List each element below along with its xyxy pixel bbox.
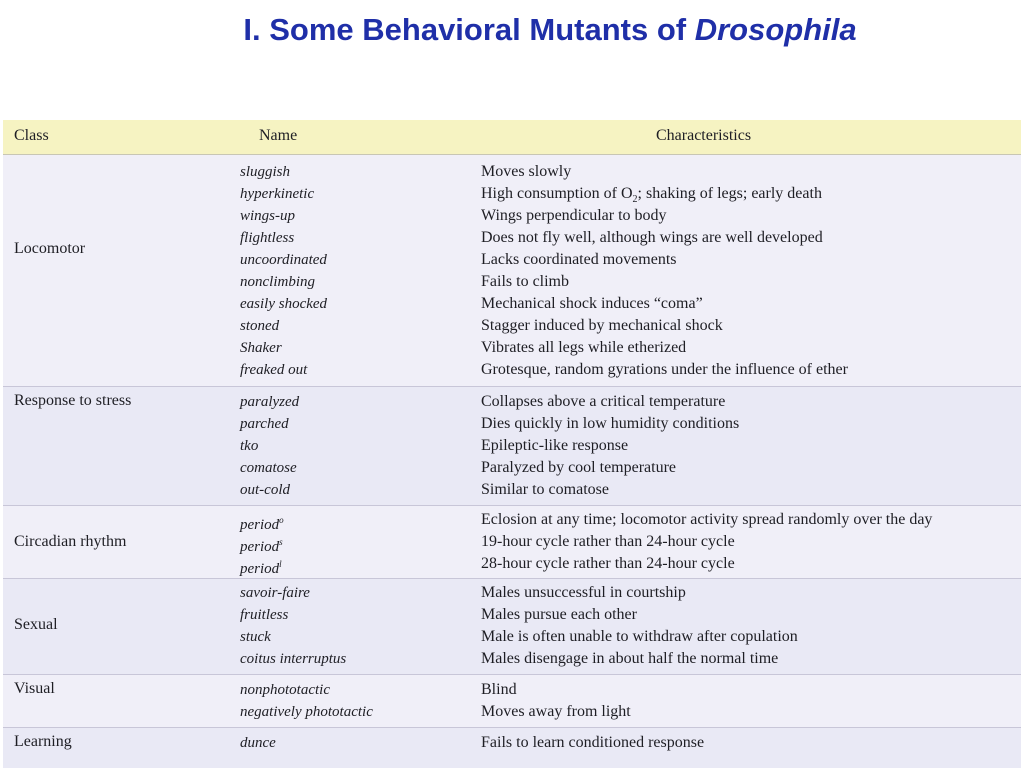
mutant-name: uncoordinated <box>240 252 327 268</box>
table-group-circadian-rhythm <box>3 506 1021 579</box>
mutant-characteristics: Eclosion at any time; locomotor activity spread randomly over the day <box>481 511 933 528</box>
mutant-name: coitus interruptus <box>240 651 347 667</box>
class-label: Learning <box>14 733 72 750</box>
mutant-name: paralyzed <box>240 394 300 410</box>
mutant-characteristics: Grotesque, random gyrations under the influence of ether <box>481 361 848 378</box>
table-group-response-to-stress <box>3 387 1021 506</box>
mutant-name: fruitless <box>240 607 289 623</box>
mutant-name: tko <box>240 438 259 454</box>
class-label: Visual <box>14 680 55 697</box>
mutant-characteristics: Fails to learn conditioned response <box>481 734 705 751</box>
class-label: Locomotor <box>14 240 86 257</box>
mutant-characteristics: High consumption of $O_2$; shaking of legs; early death <box>481 185 822 206</box>
mutant-characteristics: Male is often unable to withdraw after copulation <box>481 628 798 645</box>
mutant-characteristics: 19-hour cycle rather than 24-hour cycle <box>481 533 735 550</box>
mutant-name: flightless <box>240 230 295 246</box>
mutant-name: nonphototactic <box>240 682 330 698</box>
table-group-visual <box>3 675 1021 728</box>
mutant-characteristics: Epileptic-like response <box>481 437 629 454</box>
mutant-characteristics: Mechanical shock induces “coma” <box>481 295 703 312</box>
mutant-name: stuck <box>240 629 271 645</box>
mutant-name: easily shocked <box>240 296 328 312</box>
mutant-name: stoned <box>240 318 280 334</box>
behavioral-mutants-table <box>3 120 1021 768</box>
mutant-characteristics: Moves away from light <box>481 703 631 720</box>
mutant-name: parched <box>240 416 289 432</box>
mutant-name: nonclimbing <box>240 274 315 290</box>
table-group-sexual <box>3 579 1021 675</box>
mutant-name: freaked out <box>240 362 308 378</box>
mutant-characteristics: Males pursue each other <box>481 606 637 623</box>
header-name: Name <box>259 127 298 144</box>
mutant-characteristics: Moves slowly <box>481 163 572 180</box>
class-label: Response to stress <box>14 392 132 409</box>
title-italic-text: Drosophila <box>694 12 857 47</box>
table-group-learning <box>3 728 1021 768</box>
mutant-characteristics: Males unsuccessful in courtship <box>481 584 686 601</box>
title-text: I. Some Behavioral Mutants of <box>243 12 695 47</box>
mutant-name: out-cold <box>240 482 290 498</box>
mutant-characteristics: Males disengage in about half the normal time <box>481 650 779 667</box>
mutant-characteristics: Does not fly well, although wings are well developed <box>481 229 823 246</box>
mutant-characteristics: Blind <box>481 681 517 698</box>
mutant-name: period$^o$ <box>240 515 284 533</box>
mutant-name: hyperkinetic <box>240 186 315 202</box>
mutant-name: negatively phototactic <box>240 704 373 720</box>
header-class: Class <box>14 127 49 144</box>
mutant-characteristics: Collapses above a critical temperature <box>481 393 726 410</box>
mutant-name: dunce <box>240 735 276 751</box>
mutant-characteristics: Dies quickly in low humidity conditions <box>481 415 740 432</box>
mutant-name: period$^l$ <box>240 559 282 577</box>
header-characteristics: Characteristics <box>656 127 752 144</box>
class-label: Circadian rhythm <box>14 533 127 550</box>
mutant-characteristics: Wings perpendicular to body <box>481 207 667 224</box>
mutant-name: savoir-faire <box>240 585 310 601</box>
mutant-name: wings-up <box>240 208 296 224</box>
mutant-name: comatose <box>240 460 297 476</box>
mutant-name: sluggish <box>240 164 291 180</box>
class-label: Sexual <box>14 616 58 633</box>
mutant-characteristics: Stagger induced by mechanical shock <box>481 317 723 334</box>
mutant-characteristics: Lacks coordinated movements <box>481 251 677 268</box>
mutant-name: Shaker <box>240 340 282 356</box>
mutant-characteristics: 28-hour cycle rather than 24-hour cycle <box>481 555 735 572</box>
mutant-name: period$^s$ <box>240 537 283 555</box>
mutant-characteristics: Paralyzed by cool temperature <box>481 459 677 476</box>
slide-title <box>0 12 1024 48</box>
mutant-characteristics: Fails to climb <box>481 273 569 290</box>
table-group-locomotor <box>3 154 1021 387</box>
mutant-characteristics: Vibrates all legs while etherized <box>481 339 687 356</box>
mutant-characteristics: Similar to comatose <box>481 481 609 498</box>
table-header <box>3 120 1021 155</box>
